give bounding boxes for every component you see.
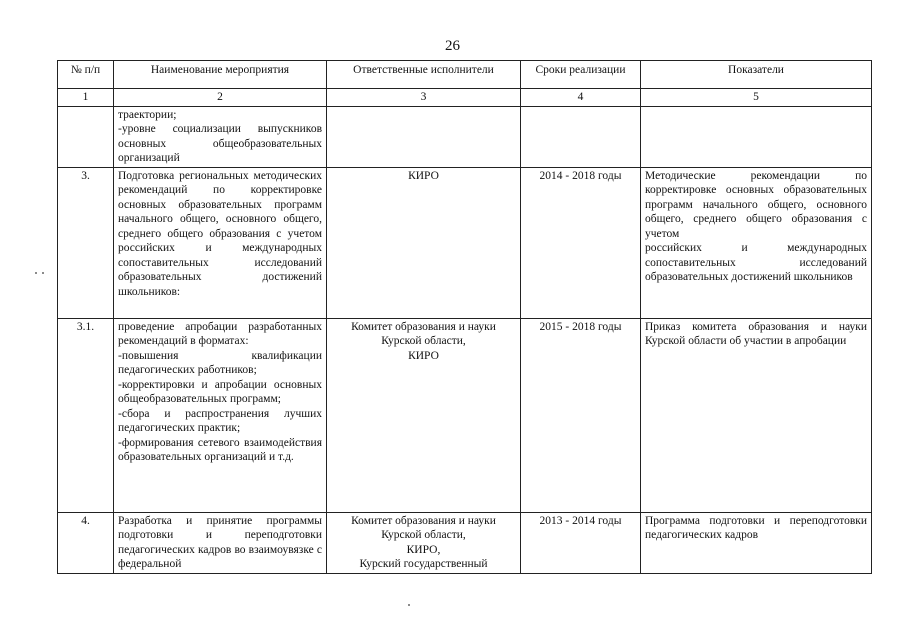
- row-indicator: Методические рекомендации по корректировке основных образовательных программ начального общего, основного общего, среднего общего образования с учетом российских и международных сопоставительных исследований образовательных достижений школьников: [641, 167, 872, 318]
- row-num: 3.: [58, 167, 114, 318]
- row-name: Разработка и принятие программы подготовки и переподготовки педагогических кадров во взаимоувязке с федеральной: [114, 512, 327, 573]
- col-number: 4: [521, 89, 641, 107]
- row-name: проведение апробации разработанных рекомендаций в форматах: -повышения квалификации педагогических работников; -корректировки и апробации основных общеобразовательных программ; -сбора и распространения лучших педагогических практик; -формирования сетевого взаимодействия образовательных организаций и т.д.: [114, 318, 327, 512]
- column-number-row: [58, 89, 872, 107]
- col-number: 3: [327, 89, 521, 107]
- header-executors: Ответственные исполнители: [327, 61, 521, 89]
- row-term: 2013 - 2014 годы: [521, 512, 641, 573]
- table-header-row: [58, 61, 872, 89]
- row-num: [58, 106, 114, 167]
- scan-speck: [42, 272, 44, 274]
- row-executors: [327, 106, 521, 167]
- page-number: 26: [445, 38, 460, 54]
- row-indicator: Приказ комитета образования и науки Курской области об участии в апробации: [641, 318, 872, 512]
- row-name: траектории; -уровне социализации выпускников основных общеобразовательных организаций: [114, 106, 327, 167]
- row-executors: Комитет образования и науки Курской области, КИРО, Курский государственный: [327, 512, 521, 573]
- row-term: 2015 - 2018 годы: [521, 318, 641, 512]
- header-indicators: Показатели: [641, 61, 872, 89]
- row-indicator: [641, 106, 872, 167]
- table-row: [58, 106, 872, 167]
- col-number: 2: [114, 89, 327, 107]
- row-executors: Комитет образования и науки Курской области, КИРО: [327, 318, 521, 512]
- col-number: 1: [58, 89, 114, 107]
- measures-table: [57, 60, 872, 574]
- header-num: № п/п: [58, 61, 114, 89]
- header-terms: Сроки реализации: [521, 61, 641, 89]
- scan-speck: [408, 604, 410, 606]
- table-row: [58, 167, 872, 318]
- row-num: 4.: [58, 512, 114, 573]
- row-name: Подготовка региональных методических рекомендаций по корректировке основных образовательных программ начального общего, основного общего, среднего общего образования с учетом российских и международных сопоставительных исследований образовательных достижений школьников:: [114, 167, 327, 318]
- row-num: 3.1.: [58, 318, 114, 512]
- row-term: 2014 - 2018 годы: [521, 167, 641, 318]
- table-row: [58, 318, 872, 512]
- row-indicator: Программа подготовки и переподготовки педагогических кадров: [641, 512, 872, 573]
- row-term: [521, 106, 641, 167]
- col-number: 5: [641, 89, 872, 107]
- row-executors: КИРО: [327, 167, 521, 318]
- header-name: Наименование мероприятия: [114, 61, 327, 89]
- table-row: [58, 512, 872, 573]
- scan-speck: [35, 272, 37, 274]
